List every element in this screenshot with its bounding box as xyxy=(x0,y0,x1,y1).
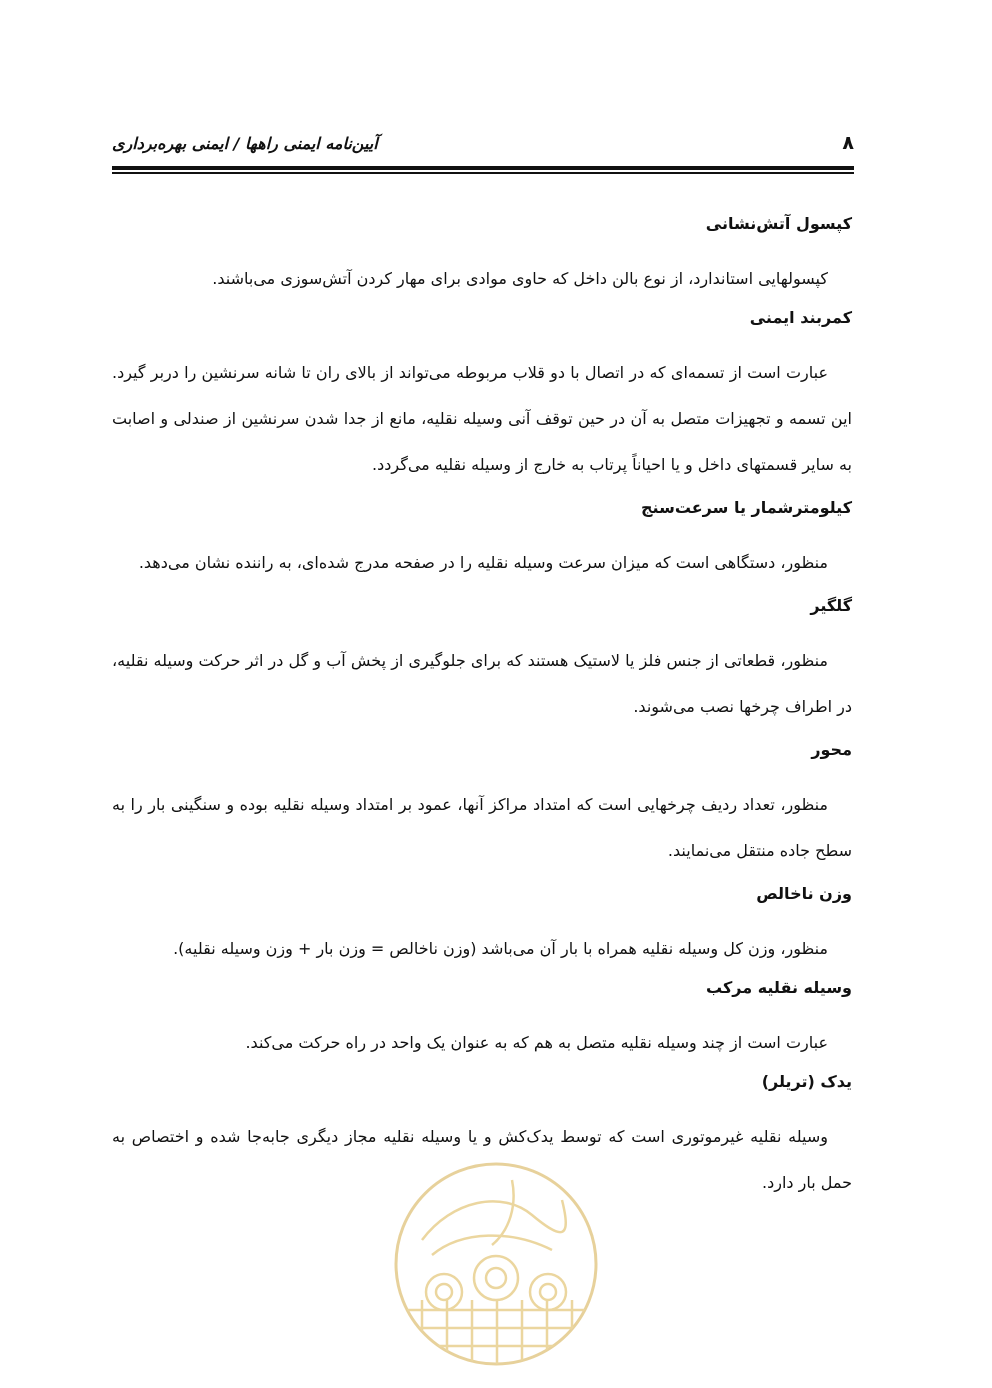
header-title: آیین‌نامه ایمنی راهها / ایمنی بهره‌برداری xyxy=(112,134,378,153)
term-definition: منظور، تعداد ردیف چرخهایی است که امتداد مراکز آنها، عمود بر امتداد وسیله نقلیه بوده و سنگینی بار را به سطح جاده منتقل می‌نمایند. xyxy=(112,795,852,860)
header-double-rule xyxy=(112,166,854,175)
definitions-body xyxy=(112,214,852,1216)
term-definition: منظور، دستگاهی است که میزان سرعت وسیله نقلیه را در صفحه مدرج شده‌ای، به راننده نشان می‌دهد. xyxy=(138,553,828,572)
term-definition: منظور، قطعاتی از جنس فلز یا لاستیک هستند که برای جلوگیری از پخش آب و گل در اثر حرکت وسیله نقلیه، در اطراف چرخها نصب می‌شوند. xyxy=(112,651,852,716)
term-definition: عبارت است از تسمه‌ای که در اتصال با دو قلاب مربوطه می‌تواند از بالای ران تا شانه سرنشین را دربر گیرد. این تسمه و تجهیزات متصل به آن در حین توقف آنی وسیله نقلیه، مانع از جدا شدن سرنشین از صندلی و اصابت به سایر قسمتهای داخل و یا احیاناً پرتاب به خارج از وسیله نقلیه می‌گردد. xyxy=(112,363,852,474)
term-definition: وسیله نقلیه غیرموتوری است که توسط یدک‌کش و یا وسیله نقلیه مجاز دیگری جابه‌جا شده و اختصاص به حمل بار دارد. xyxy=(112,1127,852,1192)
term-definition: عبارت است از چند وسیله نقلیه متصل به هم که به عنوان یک واحد در راه حرکت می‌کند. xyxy=(245,1033,828,1052)
term-heading: کیلومترشمار یا سرعت‌سنج xyxy=(641,498,852,517)
term-heading: محور xyxy=(811,740,852,759)
term-definition: منظور، وزن کل وسیله نقلیه همراه با بار آن می‌باشد (وزن ناخالص = وزن بار + وزن وسیله نقلیه). xyxy=(173,939,828,958)
publisher-seal-logo xyxy=(392,1160,600,1368)
page-number: ۸ xyxy=(842,132,854,154)
term-definition: کپسولهایی استاندارد، از نوع بالن داخل که حاوی موادی برای مهار کردن آتش‌سوزی می‌باشند. xyxy=(212,269,828,288)
seal-icon xyxy=(392,1160,600,1368)
term-heading: کمربند ایمنی xyxy=(749,308,852,327)
term-heading: کپسول آتش‌نشانی xyxy=(705,214,852,233)
term-heading: یدک (تریلر) xyxy=(761,1072,852,1091)
term-heading: وزن ناخالص xyxy=(756,884,852,903)
term-heading: گلگیر xyxy=(810,596,852,615)
term-heading: وسیله نقلیه مرکب xyxy=(706,978,852,997)
running-header xyxy=(112,124,854,164)
